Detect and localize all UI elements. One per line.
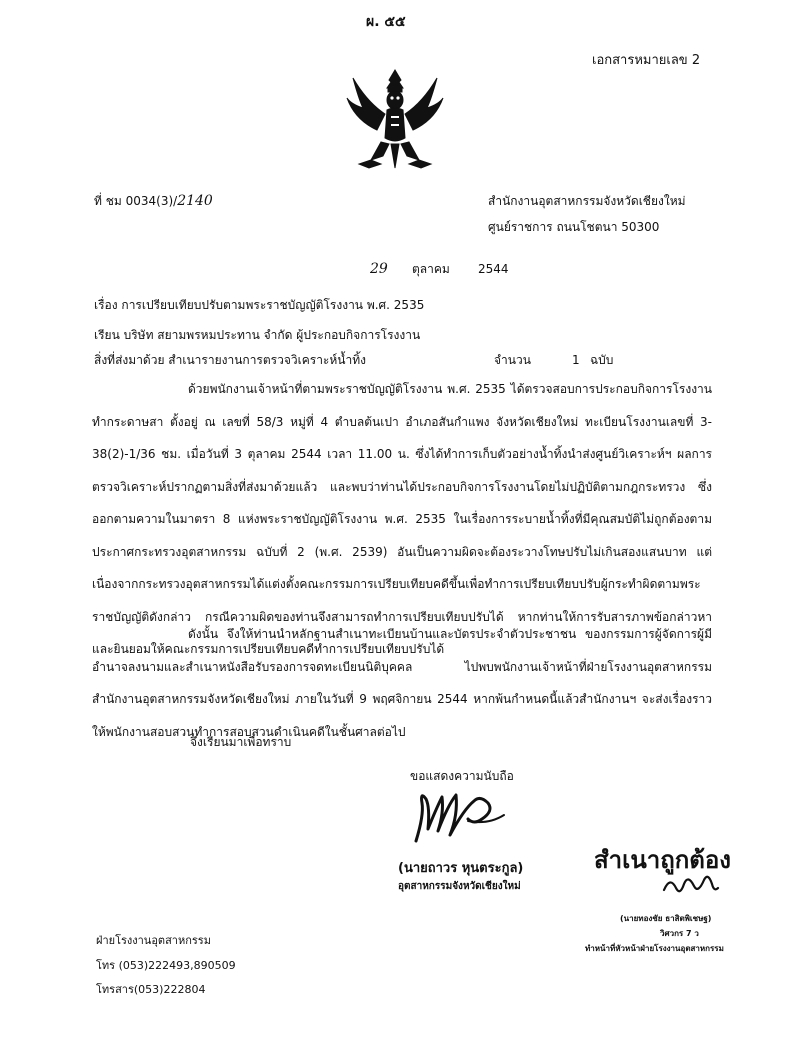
footer-phone: โทร (053)222493,890509 xyxy=(96,959,236,972)
certifier-position: วิศวกร 7 ว xyxy=(660,929,699,938)
date-day: 29 xyxy=(370,261,388,277)
certifier-name: (นายทองชัย ธาสิตพิเชษฐ) xyxy=(620,914,712,923)
certifier-signature xyxy=(660,870,720,900)
reference-handwritten: 2140 xyxy=(177,193,213,209)
reference-number xyxy=(94,193,213,209)
enclosure-line: สิ่งที่ส่งมาด้วย สำเนารายงานการตรวจวิเคราะห์น้ำทิ้ง xyxy=(94,353,366,367)
sender-address: ศูนย์ราชการ ถนนโชตนา 50300 xyxy=(488,220,660,234)
body-paragraph-1: ด้วยพนักงานเจ้าหน้าที่ตามพระราชบัญญัติโรงงาน พ.ศ. 2535 ได้ตรวจสอบการประกอบกิจการโรงงานทำกระดาษสา ตั้งอยู่ ณ เลขที่ 58/3 หมู่ที่ 4 ตำบลต้นเปา อำเภอสันกำแพง จังหวัดเชียงใหม่ ทะเบียนโรงงานเลขที่ 3-38(2)-1/36 ชม. เมื่อวันที่ 3 ตุลาคม 2544 เวลา 11.00 น. ซึ่งได้ทำการเก็บตัวอย่างน้ำทิ้งนำส่งศูนย์วิเคราะห์ฯ ผลการตรวจวิเคราะห์ปรากฏตามสิ่งที่ส่งมาด้วยแล้ว และพบว่าท่านได้ประกอบกิจการโรงงานโดยไม่ปฏิบัติตามกฎกระทรวง ซึ่งออกตามความในมาตรา 8 แห่งพระราชบัญญัติโรงงาน พ.ศ. 2535 ในเรื่องการระบายน้ำทิ้งที่มีคุณสมบัติไม่ถูกต้องตามประกาศกระทรวงอุตสาหกรรม ฉบับที่ 2 (พ.ศ. 2539) อันเป็นความผิดจะต้องระวางโทษปรับไม่เกินสองแสนบาท แต่เนื่องจากกระทรวงอุตสาหกรรมได้แต่งตั้งคณะกรรมการเปรียบเทียบคดีขึ้นเพื่อทำการเปรียบเทียบปรับผู้กระทำผิดตามพระราชบัญญัติดังกล่าว กรณีความผิดของท่านจึงสามารถทำการเปรียบเทียบปรับได้ หากท่านให้การรับสารภาพข้อกล่าวหาและยินยอมให้คณะกรรมการเปรียบเทียบคดีทำการเปรียบเทียบปรับได้ xyxy=(92,382,712,656)
subject-line: เรื่อง การเปรียบเทียบปรับตามพระราชบัญญัติโรงงาน พ.ศ. 2535 xyxy=(94,298,425,312)
reference-prefix: ที่ ชม 0034(3)/ xyxy=(94,194,178,208)
document-number: เอกสารหมายเลข 2 xyxy=(592,53,701,68)
certified-copy-stamp: สำเนาถูกต้อง xyxy=(594,845,731,874)
enclosure-qty-label: จำนวน xyxy=(494,353,531,367)
date-year: 2544 xyxy=(478,262,509,276)
certifier-role: ทำหน้าที่หัวหน้าฝ่ายโรงงานอุตสาหกรรม xyxy=(585,944,724,953)
sender-office: สำนักงานอุตสาหกรรมจังหวัดเชียงใหม่ xyxy=(488,194,686,208)
enclosure-qty: 1 xyxy=(572,353,580,367)
footer-department: ฝ่ายโรงงานอุตสาหกรรม xyxy=(96,934,211,947)
signer-title: อุตสาหกรรมจังหวัดเชียงใหม่ xyxy=(398,881,521,892)
footer-fax: โทรสาร(053)222804 xyxy=(96,983,206,996)
recipient-line: เรียน บริษัท สยามพรหมประทาน จำกัด ผู้ประกอบกิจการโรงงาน xyxy=(94,328,421,342)
signature-image xyxy=(408,785,518,845)
garuda-emblem xyxy=(341,64,449,176)
body-paragraph-2: ดังนั้น จึงให้ท่านนำหลักฐานสำเนาทะเบียนบ้านและบัตรประจำตัวประชาชน ของกรรมการผู้จัดการผู้มีอำนาจลงนามและสำเนาหนังสือรับรองการจดทะเบียนนิติบุคคล ไปพบพนักงานเจ้าหน้าที่ฝ่ายโรงงานอุตสาหกรรม สำนักงานอุตสาหกรรมจังหวัดเชียงใหม่ ภายในวันที่ 9 พฤศจิกายน 2544 หากพ้นกำหนดนี้แล้วสำนักงานฯ จะส่งเรื่องราวให้พนักงานสอบสวนทำการสอบสวนดำเนินคดีในชั้นศาลต่อไป xyxy=(92,627,712,739)
date-month: ตุลาคม xyxy=(412,262,450,276)
sign-off: ขอแสดงความนับถือ xyxy=(410,769,514,783)
signer-name: (นายถาวร หุนตระกูล) xyxy=(398,861,524,876)
form-code: ผ. ๕๕ xyxy=(366,14,406,30)
closing-line: จึงเรียนมาเพื่อทราบ xyxy=(190,735,292,749)
enclosure-unit: ฉบับ xyxy=(590,353,614,367)
